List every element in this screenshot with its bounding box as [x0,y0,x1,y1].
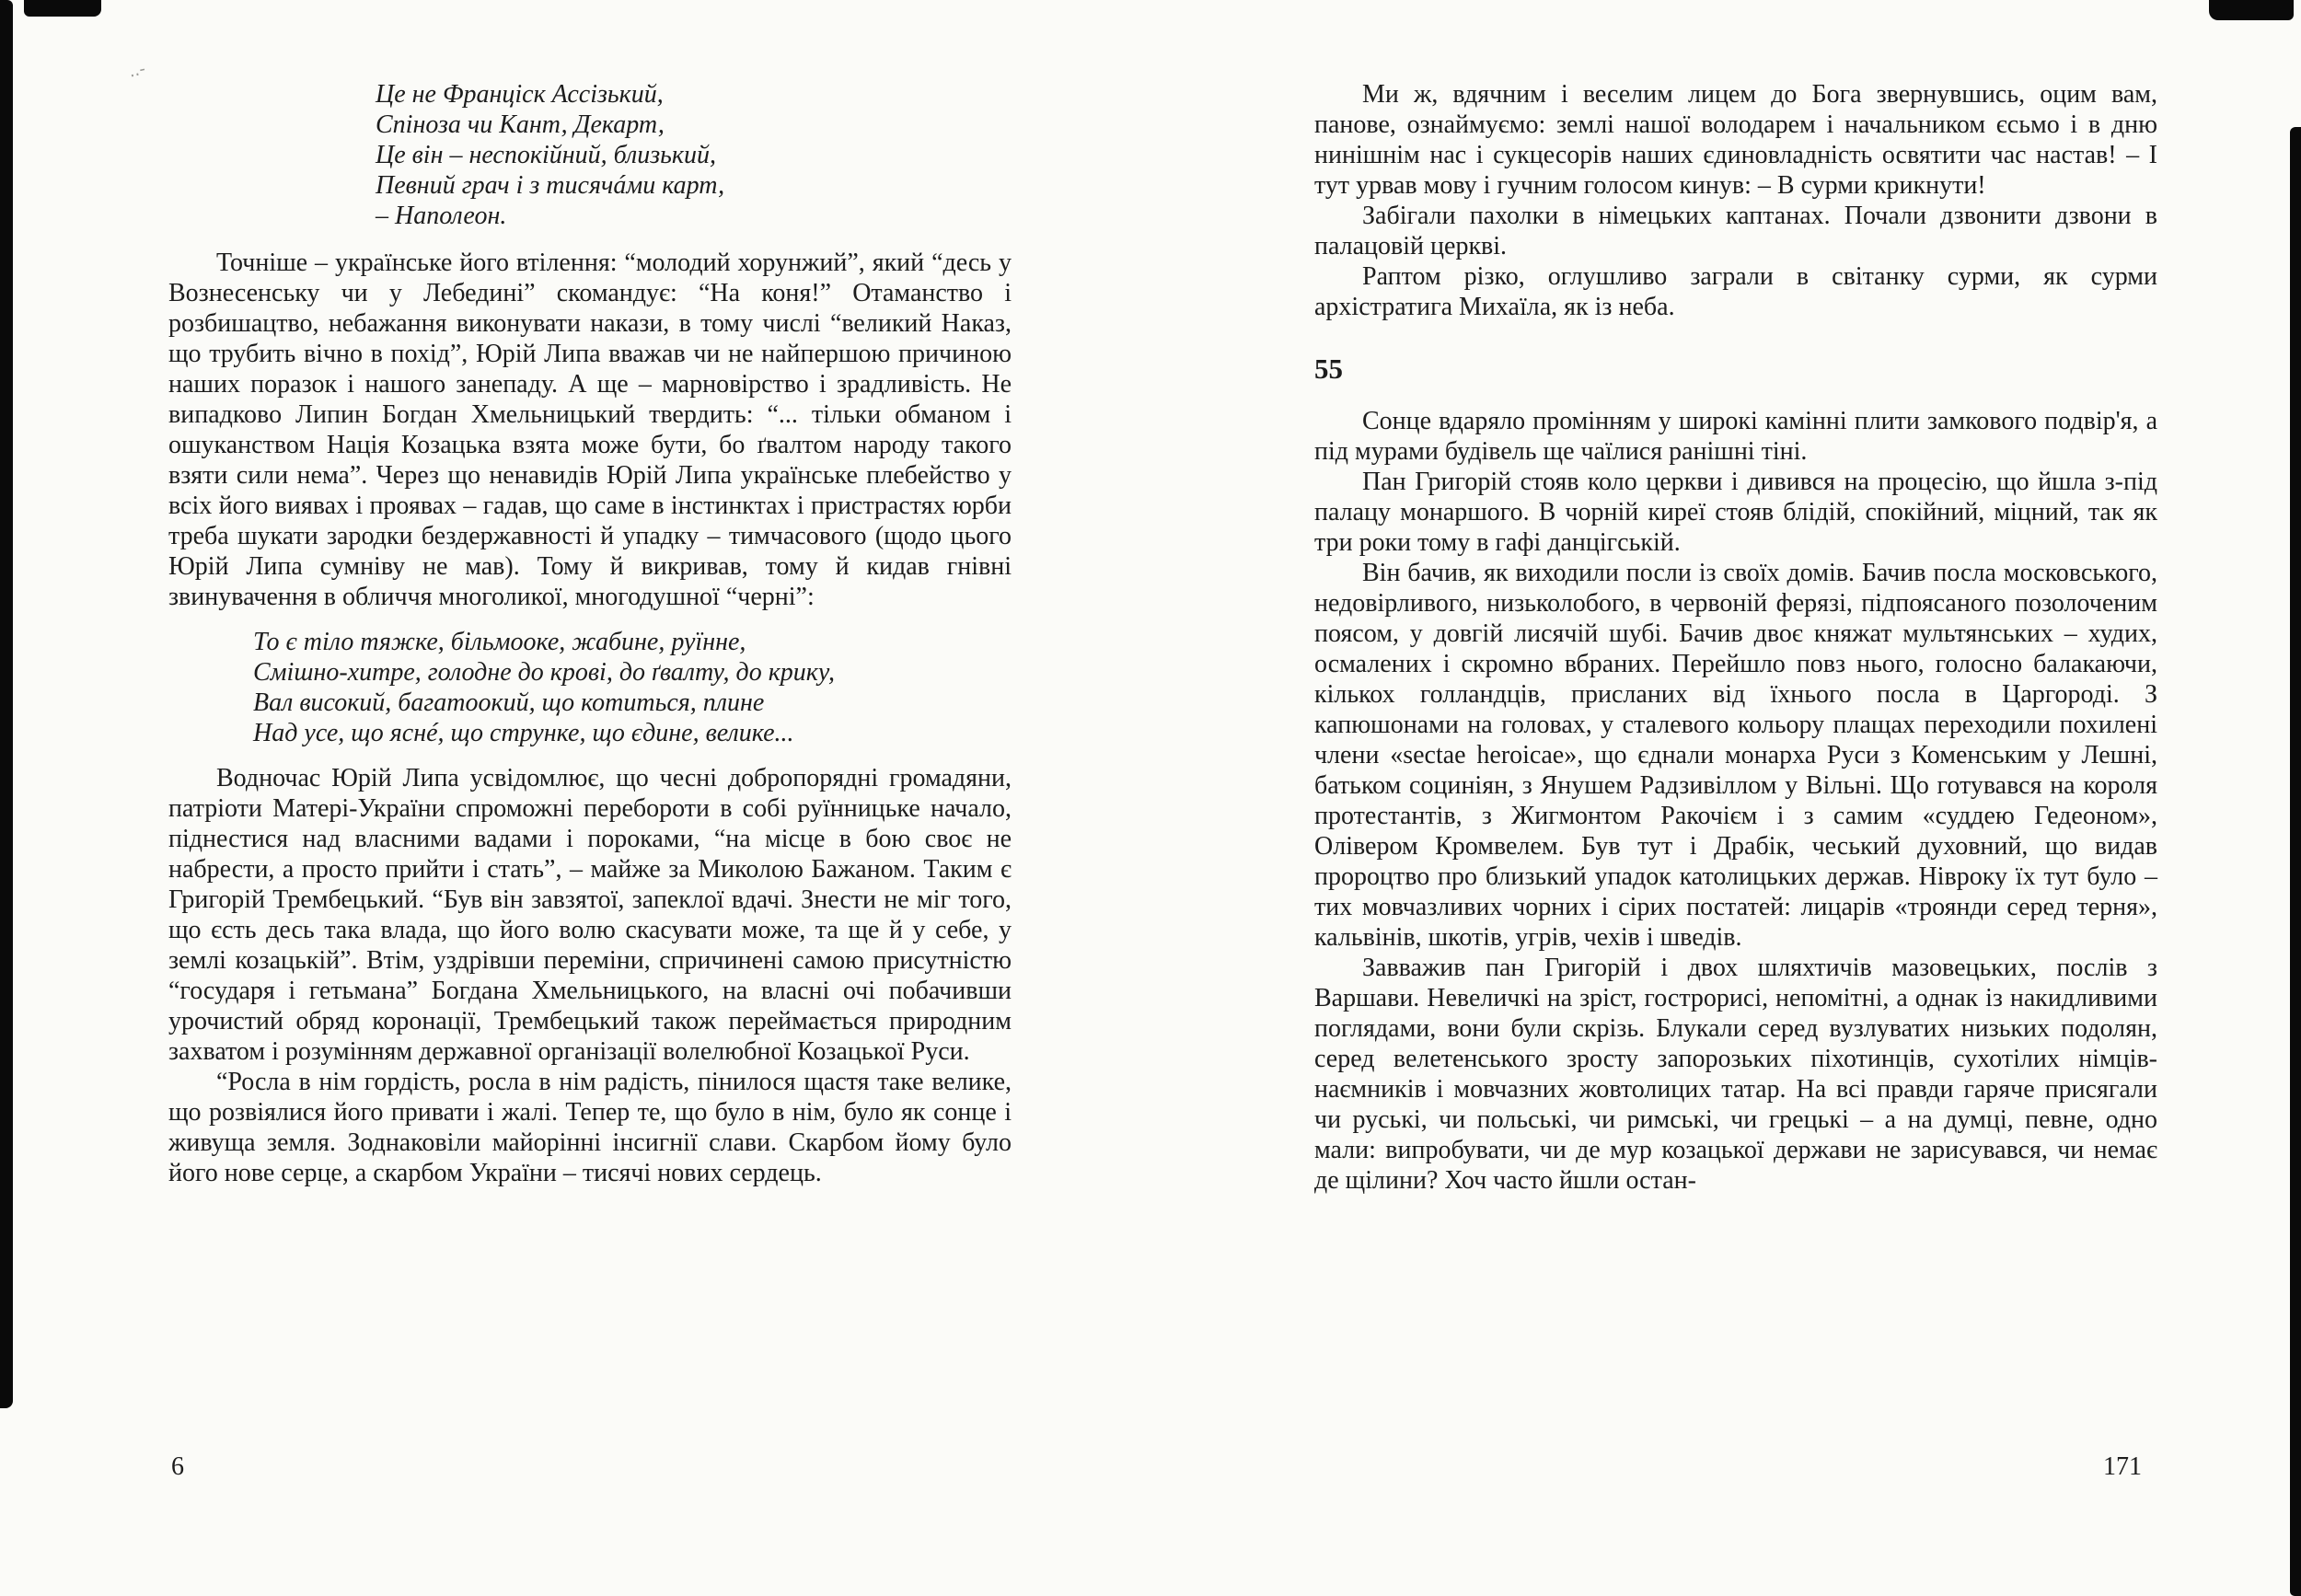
scan-edge-right [2290,127,2301,1596]
poem-line: Смішно-хитре, голодне до крові, до ґвалту, до крику, [253,658,835,687]
right-page [1314,79,2157,1196]
pencil-mark: ..- [127,59,147,82]
scan-corner-top-right [2209,0,2294,20]
paragraph: Раптом різко, оглушливо заграли в світанку сурми, як сурми архістратига Михаїла, як із неба. [1314,262,2157,321]
paragraph: Сонце вдаряло промінням у широкі камінні плити замкового подвір'я, а під мурами будівель ще чаїлися ранішні тіні. [1314,407,2157,466]
paragraph: Ми ж, вдячним і веселим лицем до Бога звернувшись, оцим вам, панове, ознаймуємо: землі нашої володарем і начальником єсьмо і в дню нинішнім нас і сукцесорів наших єдиновладність освятити час настав! – І тут урвав мову і гучним голосом кинув: – В сурми крикнути! [1314,80,2157,200]
poem-line: То є тіло тяжке, більмооке, жабине, руїнне, [253,628,746,656]
paragraph: Він бачив, як виходили посли із своїх домів. Бачив посла московського, недовірливого, низьколобого, в червоній ферязі, підпоясаного позолоченим поясом, у довгій лисячій шубі. Бачив двоє княжат мультянських – худих, осмалених і скромно вбраних. Перейшло повз нього, голосно балакаючи, кількох голландців, присланих від їхнього посла в Царгороді. З капюшонами на головах, у сталевого кольору плащах переходили похилені члени «sectae heroicae», що єднали монарха Руси з Коменським у Лешні, батьком социніян, з Янушем Радзивіллом у Вільні. Що готувався на короля протестантів, з Жигмонтом Ракочієм і з самим «суддею Гедеоном», Олівером Кромвелем. Був тут і Драбік, чеський духовний, що видав пророцтво про близький упадок католицьких держав. Нівроку їх тут було – тих мовчазливих чорних і сірих постатей: лицарів «троянди серед терня», кальвінів, шкотів, угрів, чехів і шведів. [1314,559,2157,952]
poem-line: Над усе, що яснé, що струнке, що єдине, велике... [253,719,794,747]
epigraph-poem [376,79,1012,231]
paragraph: Пан Григорій стояв коло церкви і дивився на процесію, що йшла з-під палацу монаршого. В чорній киреї стояв блідій, спокійний, міцний, так як три роки тому в гафі данцігській. [1314,468,2157,557]
page-number-left: 6 [171,1452,184,1481]
scan-edge-left [0,0,13,1408]
poem-line: Це не Франціск Ассізький, [376,80,664,109]
poem-line: Спіноза чи Кант, Декарт, [376,110,665,139]
paragraph: Завважив пан Григорій і двох шляхтичів мазовецьких, послів з Варшави. Невеличкі на зріст, гострорисі, непомітні, а однак із накидливими поглядами, вони були скрізь. Блукали серед вузлуватих низьких подолян, серед велетенського зросту запорозьких піхотинців, сухотілих німців-наємників і мовчазних жовтолицих татар. На всі правди гаряче присягали чи руські, чи польські, чи римські, чи грецькі – а на думці, певне, одно мали: випробувати, чи де мур козацької держави не зарисувався, чи немає де щілини? Хоч часто йшли остан- [1314,954,2157,1195]
poem-line: – Наполеон. [376,202,507,230]
paragraph: Забігали пахолки в німецьких каптанах. Почали дзвонити дзвони в палацовій церкві. [1314,202,2157,260]
scan-corner-top-left [24,0,101,17]
quote-poem [253,627,1012,748]
section-number: 55 [1314,353,1343,385]
page-number-right: 171 [2103,1452,2142,1481]
poem-line: Вал високий, багатоокий, що котиться, плине [253,688,765,717]
paragraph: Точніше – українське його втілення: “молодий хорунжий”, який “десь у Вознесенську чи у Лебедині” скомандує: “На коня!” Отаманство і розбишацтво, небажання виконувати накази, в тому числі “великий Наказ, що трубить вічно в похід”, Юрій Липа вважав чи не найпершою причиною наших поразок і нашого занепаду. А ще – марновірство і зрадливість. Не випадково Липин Богдан Хмельницький твердить: “... тільки обманом і ошуканством Нація Козацька взята може бути, бо ґвалтом народу такого взяти сили нема”. Через що ненавидів Юрій Липа українське плебейство у всіх його виявах і проявах – гадав, що саме в інстинктах і пристрастях юрби треба шукати зародки бездержавності й упадку – тимчасового (щодо цього Юрій Липа сумніву не мав). Тому й викривав, тому й кидав гнівні звинувачення в обличчя многоликої, многодушної “черні”: [168,249,1012,611]
poem-line: Певний грач і з тисячáми карт, [376,171,725,200]
left-page [168,79,1012,1188]
poem-line: Це він – неспокійний, близький, [376,141,716,169]
paragraph: Водночас Юрій Липа усвідомлює, що чесні добропорядні громадяни, патріоти Матері-України спроможні перебороти в собі руїнницьке начало, піднестися над власними вадами і пороками, “на місце в бою своє не набрести, а просто прийти і стать”, – майже за Миколою Бажаном. Таким є Григорій Трембецький. “Був він завзятої, запеклої вдачі. Знести не міг того, що єсть десь така влада, що його волю скасувати може, та ще й у себе, у землі козацькій”. Втім, уздрівши переміни, спричинені самою присутністю “государя і гетьмана” Богдана Хмельницького, на власні очі побачивши урочистий обряд коронації, Трембецький також переймається природним захватом і розумінням державної організації волелюбної Козацької Руси. [168,764,1012,1066]
paragraph: “Росла в нім гордість, росла в нім радість, пінилося щастя таке велике, що розвіялися його привати і жалі. Тепер те, що було в нім, було як сонце і живуща земля. Зоднаковіли майорінні інсигнії слави. Скарбом йому було його нове серце, а скарбом України – тисячі нових сердець. [168,1068,1012,1187]
